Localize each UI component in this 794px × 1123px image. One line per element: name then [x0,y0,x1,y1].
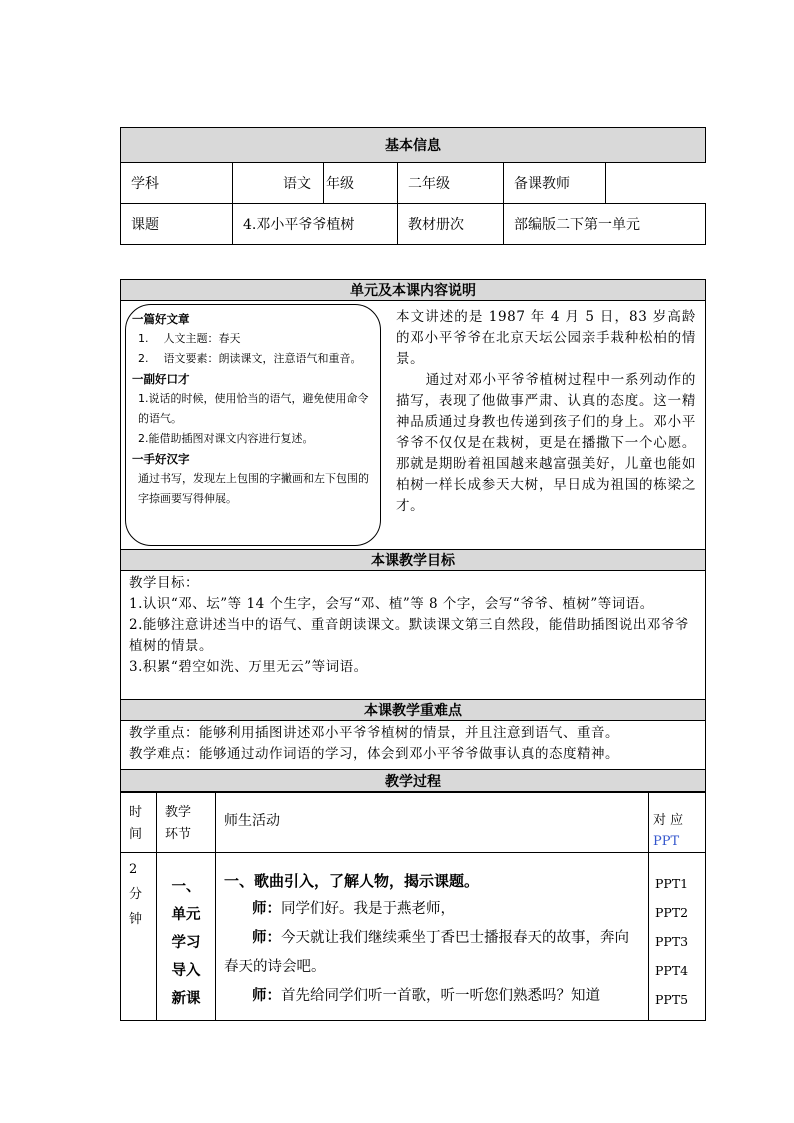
grade-label: 年级 [324,163,398,204]
goals-cell [121,571,706,700]
subject-value: 语文 [233,163,324,204]
process-table [120,791,706,1021]
ppt-ref: PPT1 [655,876,689,891]
ppt-ref: PPT5 [655,992,689,1007]
goals-header: 本课教学目标 [121,550,706,571]
ppt-ref: PPT3 [655,934,689,949]
col-activity-header: 师生活动 [216,792,649,853]
col-time-header: 时间 [121,792,157,853]
unit-summary-bubble [125,304,381,546]
goals-line: 1.认识“邓、坛”等 14 个生字，会写“邓、植”等 8 个字，会写“爷爷、植树”等词语。 [129,596,654,612]
process-header: 教学过程 [121,770,706,793]
bubble-item: 2.能借助插图对课文内容进行复述。 [138,432,314,445]
row-ppt [649,853,706,1021]
bubble-item: 2. 语文要素：朗读课文，注意语气和重音。 [138,352,362,365]
activity-line: 师：今天就让我们继续乘坐丁香巴士播报春天的故事，奔向春天的诗会吧。 [224,930,629,975]
textbook-value: 部编版二下第一单元 [504,204,706,245]
key-points-header: 本课教学重难点 [121,700,706,721]
goals-line: 3.积累“碧空如洗、万里无云”等词语。 [129,659,368,675]
grade-value: 二年级 [398,163,504,204]
activity-line: 师：同学们好。我是于燕老师， [252,901,455,917]
teacher-value [606,163,706,204]
bubble-title-writing: 一手好汉字 [132,452,190,466]
row-time: 2分钟 [121,853,157,1021]
lesson-label: 课题 [121,204,233,245]
subject-label: 学科 [121,163,233,204]
goals-line: 2.能够注意讲述当中的语气、重音朗读课文。默读课文第三自然段，能借助插图说出邓爷爷植树的情景。 [129,617,689,654]
key-points-cell [121,721,706,770]
description-paragraph: 通过对邓小平爷爷植树过程中一系列动作的描写，表现了他做事严肃、认真的态度。这一精神品质通过身教也传递到孩子们的身上。邓小平爷爷不仅仅是在栽树，更是在播撒下一个心愿。那就是期盼着祖国越来越富强美好，儿童也能如柏树一样长成参天大树，早日成为祖国的栋梁之才。 [396,372,696,514]
teaching-difficulty: 教学难点：能够通过动作词语的学习，体会到邓小平爷爷做事认真的态度精神。 [129,746,619,762]
row-activity [216,853,649,1021]
unit-content-header: 单元及本课内容说明 [121,280,706,301]
bubble-item: 1.说话的时候，使用恰当的语气，避免使用命令的语气。 [138,392,369,425]
lesson-description [396,307,696,517]
basic-info-table [120,127,706,245]
bubble-item: 1. 人文主题：春天 [138,332,241,345]
ppt-ref: PPT2 [655,905,689,920]
col-ppt-header: 对 应 PPT [649,792,706,853]
lesson-value: 4.邓小平爷爷植树 [233,204,398,245]
teaching-focus: 教学重点：能够利用插图讲述邓小平爷爷植树的情景，并且注意到语气、重音。 [129,725,619,741]
goals-line: 教学目标： [129,575,199,591]
bubble-title-speaking: 一副好口才 [132,372,190,386]
textbook-label: 教材册次 [398,204,504,245]
step-title: 一、歌曲引入，了解人物，揭示课题。 [224,872,480,890]
basic-info-header: 基本信息 [121,128,706,163]
bubble-item: 通过书写，发现左上包围的字撇画和左下包围的字捺画要写得伸展。 [138,472,369,505]
teacher-label: 备课教师 [504,163,606,204]
col-segment-header: 教学环节 [157,792,216,853]
description-paragraph: 本文讲述的是 1987 年 4 月 5 日，83 岁高龄的邓小平爷爷在北京天坛公园亲手栽种松柏的情景。 [396,309,696,367]
bubble-title-article: 一篇好文章 [132,312,190,326]
ppt-ref: PPT4 [655,963,689,978]
activity-line: 师：首先给同学们听一首歌，听一听您们熟悉吗？知道 [252,988,600,1004]
row-segment: 一、 单元 学习 导入 新课 [157,853,216,1021]
